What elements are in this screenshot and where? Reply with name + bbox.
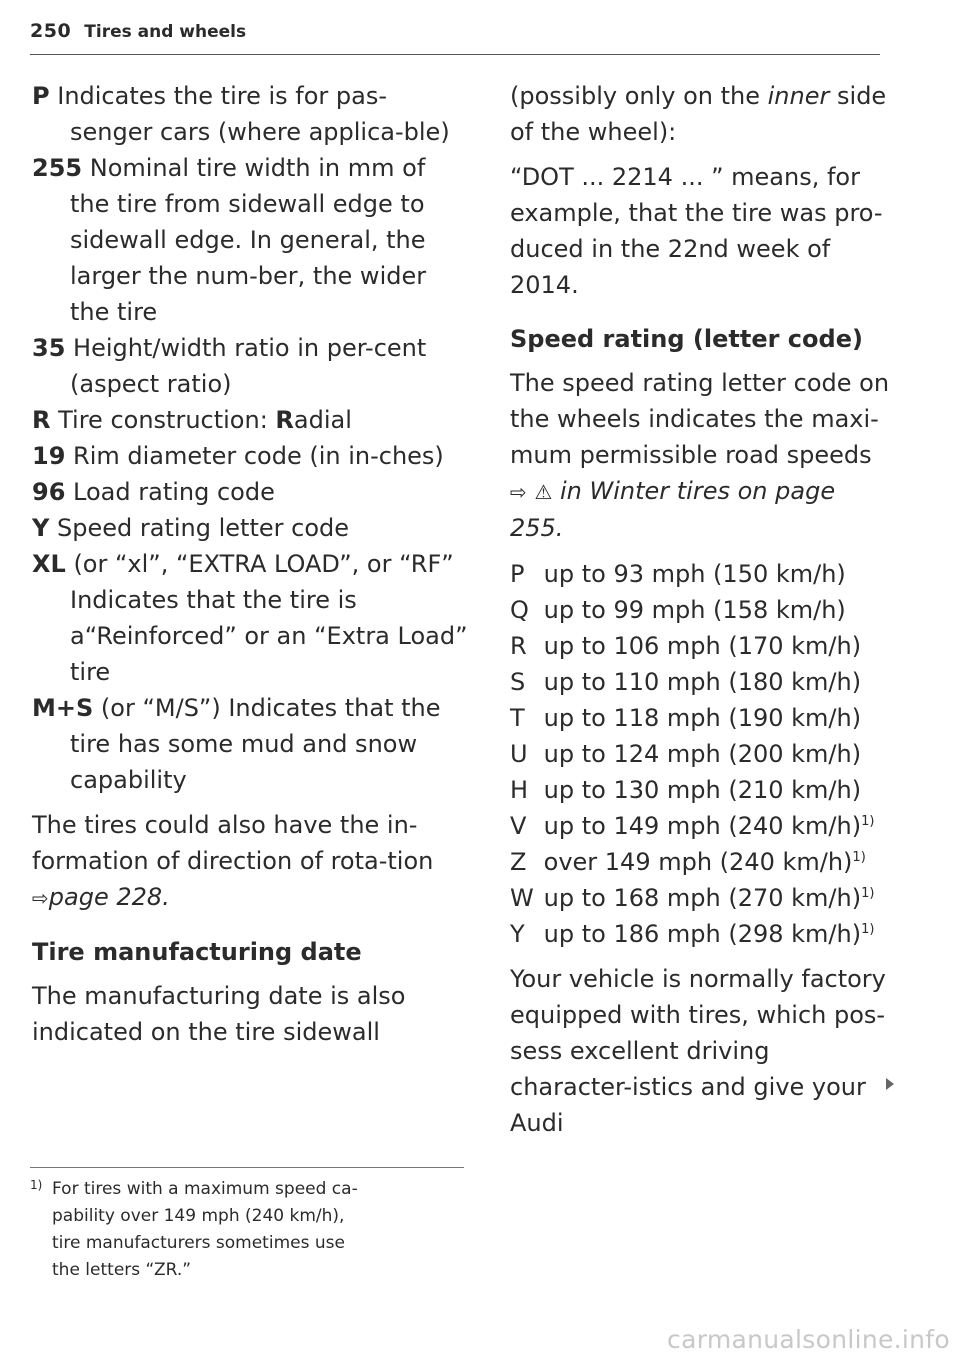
left-column — [32, 78, 468, 1050]
speed-rating-heading: Speed rating (letter code) — [510, 325, 863, 353]
definition-r: R Tire construction: Radial — [32, 406, 352, 434]
speed-rating-paragraph: The speed rating letter code on the wheels indicates the maxi-mum permissible road speeds ⇨ ⚠ in Winter tires on page 255. — [510, 369, 890, 542]
list-item: T up to 118 mph (190 km/h) — [510, 704, 862, 732]
speed-rating-list — [510, 556, 895, 952]
definition-ms: M+S (or “M/S”) Indicates that the tire has some mud and snow capability — [32, 694, 441, 794]
definition-255: 255 Nominal tire width in mm of the tire from sidewall edge to sidewall edge. In general, the larger the num-ber, the wider the tire — [32, 154, 427, 326]
footnote: 1) For tires with a maximum speed ca- pability over 149 mph (240 km/h), tire manufacturers sometimes use the letters “ZR.” — [30, 1178, 358, 1280]
footnote-mark: 1) — [30, 1178, 43, 1192]
definition-19: 19 Rim diameter code (in in-ches) — [32, 442, 444, 470]
list-item: P up to 93 mph (150 km/h) — [510, 560, 846, 588]
list-item: V up to 149 mph (240 km/h)$^{1)}$ — [510, 812, 875, 840]
reference-arrow-icon: ⇨ — [510, 480, 527, 504]
closing-paragraph: Your vehicle is normally factory equipped with tires, which pos-sess excellent driving character-istics and give your Audi — [510, 965, 886, 1137]
list-item: Z over 149 mph (240 km/h)$^{1)}$ — [510, 848, 866, 876]
list-item: Q up to 99 mph (158 km/h) — [510, 596, 846, 624]
mfg-date-heading: Tire manufacturing date — [32, 938, 362, 966]
right-column — [510, 78, 895, 1141]
list-item: W up to 168 mph (270 km/h)$^{1)}$ — [510, 884, 875, 912]
section-title: Tires and wheels — [84, 22, 247, 42]
mfg-date-continued: (possibly only on the inner side of the wheel): — [510, 82, 887, 146]
list-item: U up to 124 mph (200 km/h) — [510, 740, 862, 768]
list-item: Y up to 186 mph (298 km/h)$^{1)}$ — [510, 920, 875, 948]
list-item: H up to 130 mph (210 km/h) — [510, 776, 862, 804]
list-item: R up to 106 mph (170 km/h) — [510, 632, 862, 660]
watermark: carmanualsonline.info — [667, 1325, 950, 1354]
page-header — [30, 20, 880, 55]
rotation-paragraph: The tires could also have the in-formation of direction of rota-tion ⇨page 228. — [32, 811, 434, 911]
definition-p: P Indicates the tire is for pas-senger cars (where applica-ble) — [32, 82, 450, 146]
mfg-date-paragraph: The manufacturing date is also indicated on the tire sidewall — [32, 982, 406, 1046]
continue-arrow-icon — [886, 1078, 894, 1090]
page-number: 250 — [30, 20, 72, 42]
reference-arrow-icon: ⇨ — [32, 886, 49, 910]
warning-icon: ⚠ — [534, 480, 553, 504]
definition-96: 96 Load rating code — [32, 478, 275, 506]
page-ref-link[interactable]: page 228. — [48, 883, 170, 911]
definition-y: Y Speed rating letter code — [32, 514, 350, 542]
list-item: S up to 110 mph (180 km/h) — [510, 668, 862, 696]
definition-xl: XL (or “xl”, “EXTRA LOAD”, or “RF” Indicates that the tire is a“Reinforced” or an “Extra Load” tire — [32, 550, 468, 686]
footnote-divider — [30, 1167, 464, 1168]
dot-paragraph: “DOT ... 2214 ... ” means, for example, that the tire was pro-duced in the 22nd week of 2014. — [510, 163, 883, 299]
page-ref-link[interactable]: in Winter tires on page 255. — [510, 477, 836, 542]
definition-35: 35 Height/width ratio in per-cent (aspect ratio) — [32, 334, 427, 398]
